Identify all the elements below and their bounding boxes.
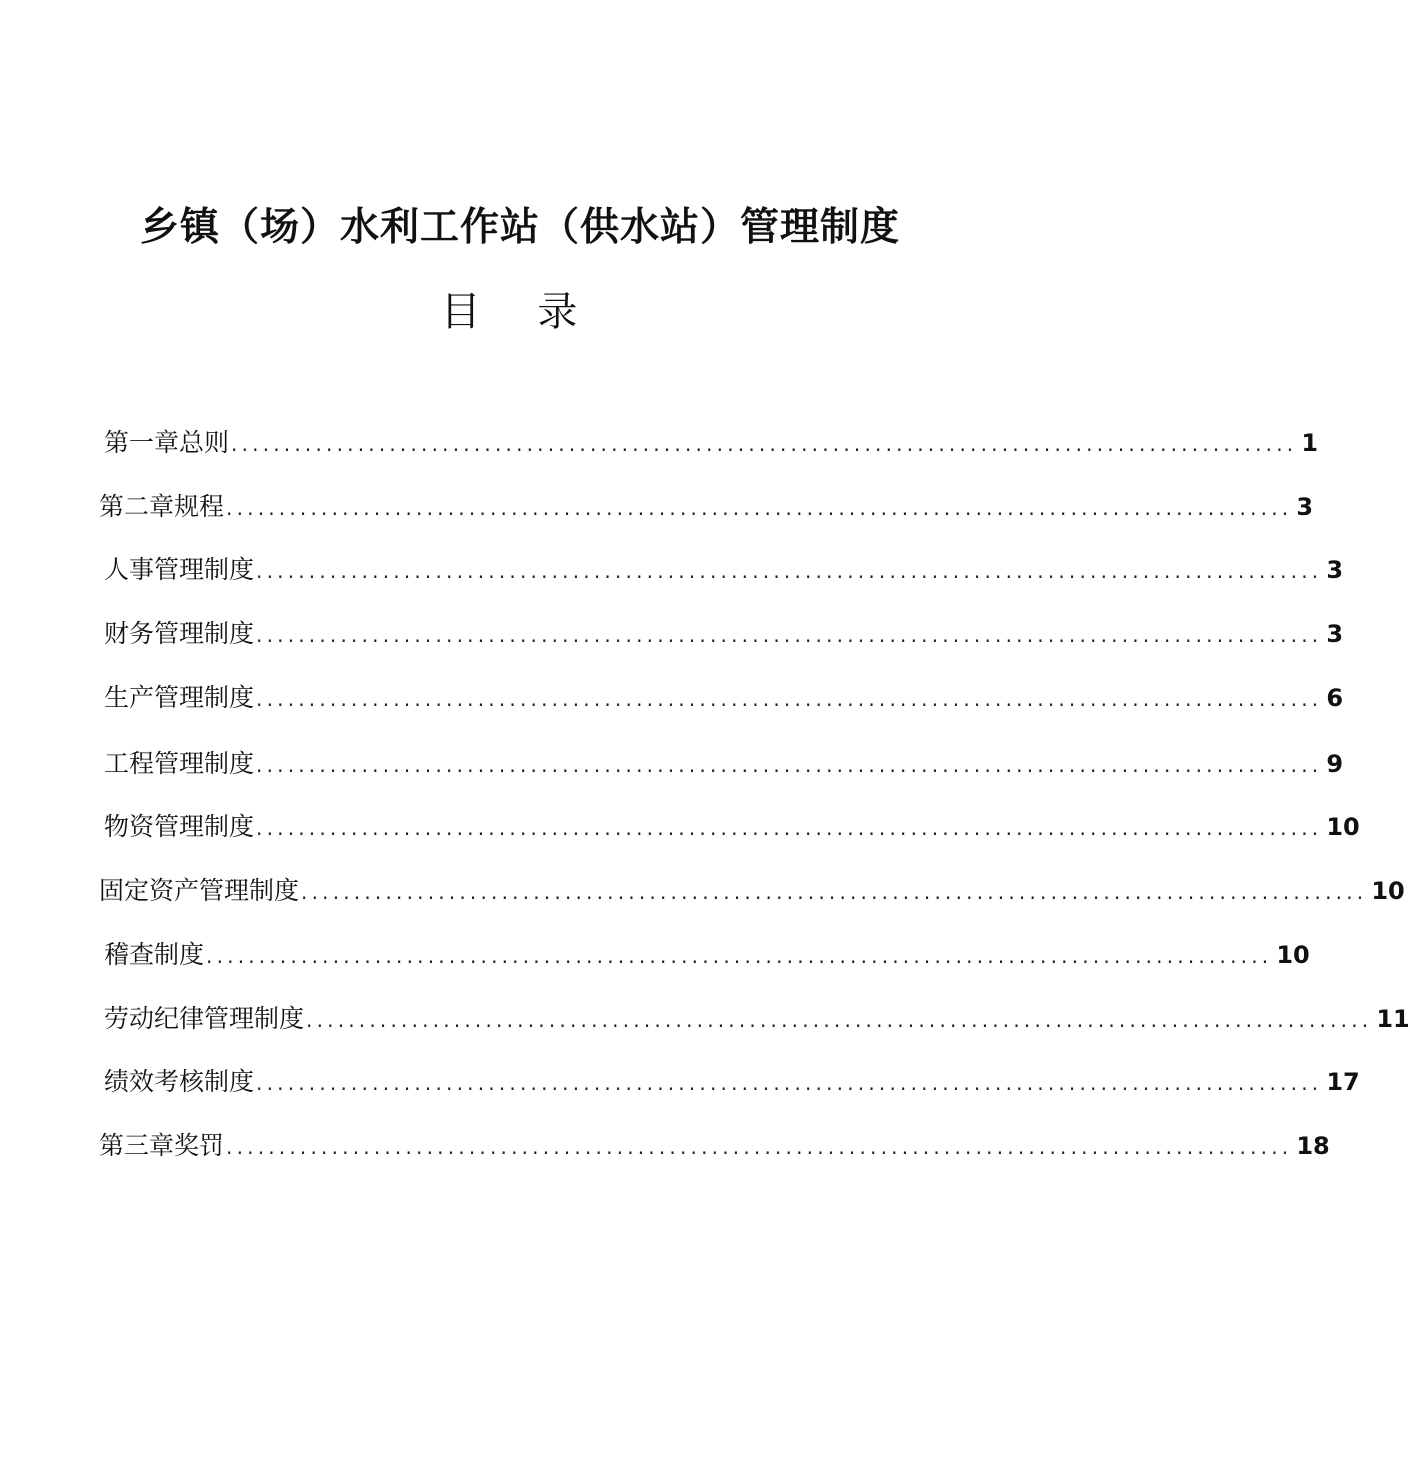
toc-page-number: 1 <box>1301 429 1319 457</box>
toc-page-number: 10 <box>1276 941 1310 969</box>
toc-page-number: 9 <box>1326 750 1344 778</box>
toc-dot-leader: ..................................................................................................... <box>256 559 1323 583</box>
toc-entry-label: 工程管理制度 <box>104 749 255 778</box>
toc-entry[interactable] <box>104 617 1344 651</box>
toc-dot-leader: ..................................................................................................... <box>256 753 1323 777</box>
toc-dot-leader: ..................................................................................................... <box>256 1071 1323 1095</box>
toc-dot-leader: ..................................................................................................... <box>256 623 1323 647</box>
toc-entry[interactable] <box>99 490 1314 524</box>
toc-dot-leader: ..................................................................................................... <box>256 816 1323 840</box>
toc-dot-leader: ..................................................................................................... <box>301 880 1368 904</box>
toc-dot-leader: ..................................................................................................... <box>231 432 1298 456</box>
toc-page-number: 3 <box>1326 620 1344 648</box>
toc-entry-label: 生产管理制度 <box>104 683 255 712</box>
toc-entry[interactable] <box>104 747 1344 781</box>
toc-page-number: 18 <box>1296 1132 1330 1160</box>
toc-dot-leader: ..................................................................................................... <box>206 944 1273 968</box>
toc-page-number: 17 <box>1326 1068 1360 1096</box>
toc-entry-label: 稽查制度 <box>104 940 205 969</box>
toc-entry-label: 财务管理制度 <box>104 619 255 648</box>
toc-page-number: 10 <box>1371 877 1405 905</box>
toc-dot-leader: ..................................................................................................... <box>226 496 1293 520</box>
toc-entry[interactable] <box>104 681 1344 715</box>
toc-page-number: 10 <box>1326 813 1360 841</box>
toc-entry-label: 物资管理制度 <box>104 812 255 841</box>
toc-entry[interactable] <box>104 553 1344 587</box>
document-title: 乡镇（场）水利工作站（供水站）管理制度 <box>139 205 900 250</box>
toc-heading: 目 录 <box>440 289 600 335</box>
toc-entry[interactable] <box>99 1129 1330 1163</box>
toc-entry[interactable] <box>99 874 1405 908</box>
toc-dot-leader: ..................................................................................................... <box>306 1008 1373 1032</box>
toc-entry[interactable] <box>104 1002 1410 1036</box>
toc-page-number: 3 <box>1326 556 1344 584</box>
toc-page-number: 3 <box>1296 493 1314 521</box>
toc-entry[interactable] <box>104 810 1360 844</box>
toc-dot-leader: ..................................................................................................... <box>256 687 1323 711</box>
toc-entry-label: 固定资产管理制度 <box>99 876 300 905</box>
toc-entry-label: 绩效考核制度 <box>104 1067 255 1096</box>
toc-entry-label: 第二章规程 <box>99 492 225 521</box>
toc-entry[interactable] <box>104 426 1319 460</box>
toc-entry-label: 第一章总则 <box>104 428 230 457</box>
toc-entry-label: 人事管理制度 <box>104 555 255 584</box>
toc-page-number: 11 <box>1376 1005 1410 1033</box>
toc-entry-label: 劳动纪律管理制度 <box>104 1004 305 1033</box>
toc-page-number: 6 <box>1326 684 1344 712</box>
toc-entry[interactable] <box>104 938 1310 972</box>
toc-entry-label: 第三章奖罚 <box>99 1131 225 1160</box>
toc-dot-leader: ..................................................................................................... <box>226 1135 1293 1159</box>
toc-entry[interactable] <box>104 1065 1360 1099</box>
